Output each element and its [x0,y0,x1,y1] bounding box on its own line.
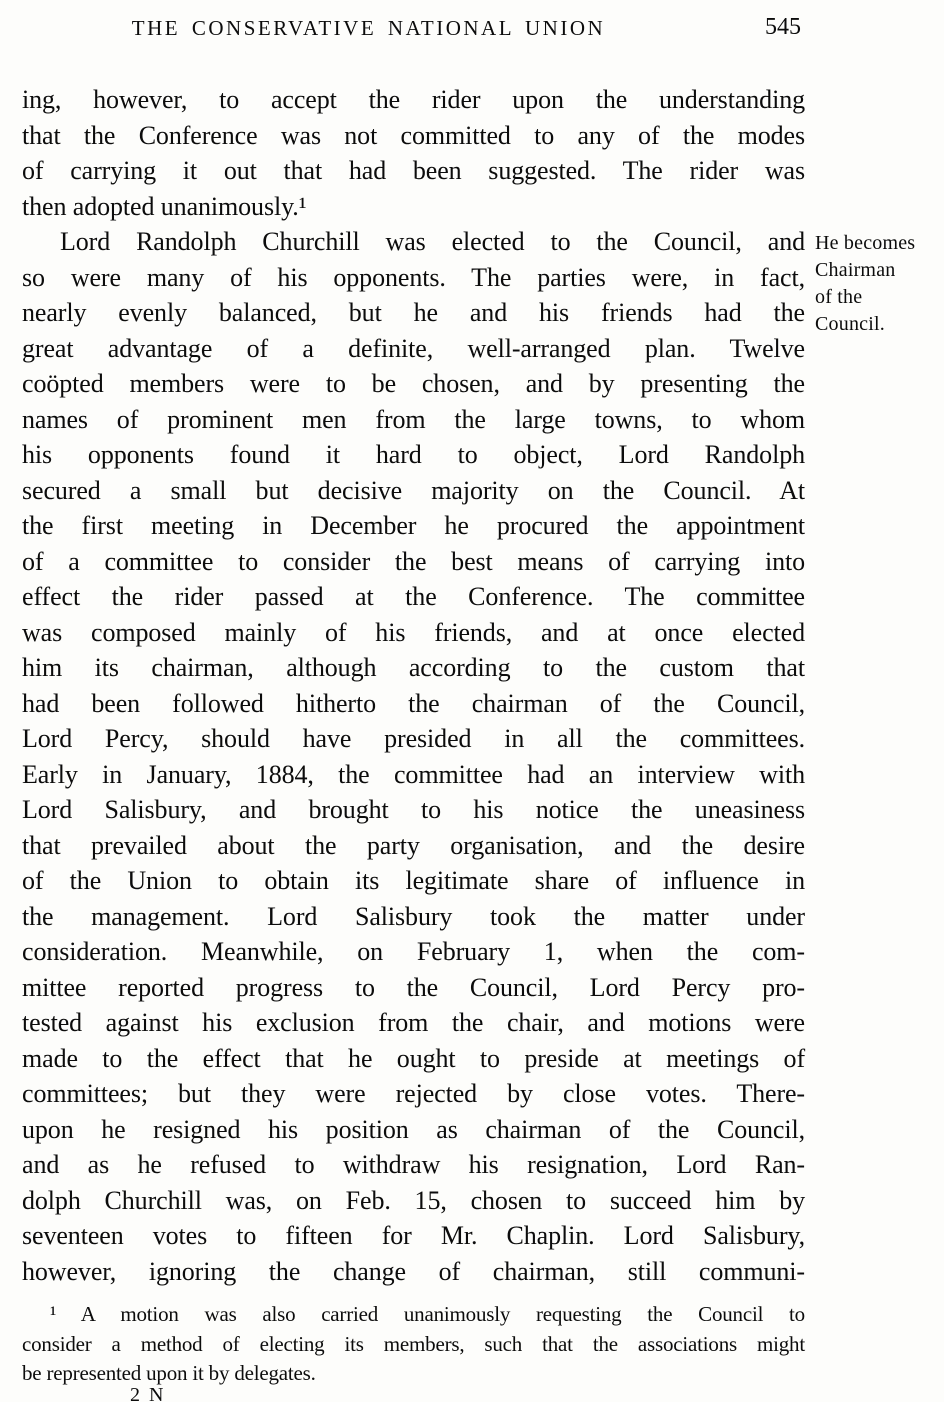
text-line: nearly evenly balanced, but he and his friends had the [22,298,805,327]
text-line: of the Union to obtain its legitimate share of influence in [22,866,805,895]
text-line: the first meeting in December he procured the appointment [22,511,805,540]
margin-note-line: of the [815,286,863,308]
text-line: seventeen votes to fifteen for Mr. Chaplin. Lord Salisbury, [22,1221,805,1250]
running-title: THE CONSERVATIVE NATIONAL UNION [131,16,606,40]
text-line: names of prominent men from the large towns, to whom [22,404,805,434]
text-line: made to the effect that he ought to preside at meetings of [22,1043,805,1073]
paragraph [22,224,805,1289]
text-line: that the Conference was not committed to any of the modes [22,120,805,150]
text-line: coöpted members were to be chosen, and by presenting the [22,369,805,398]
text-block [22,82,805,1289]
margin-note-line: Chairman [815,259,896,281]
text-line: committees; but they were rejected by close votes. There- [22,1079,805,1108]
text-line: of carrying it out that had been suggested. The rider was [22,156,805,185]
text-line: dolph Churchill was, on Feb. 15, chosen to succeed him by [22,1185,805,1215]
text-line: Lord Salisbury, and brought to his notice the uneasiness [22,795,805,824]
footnote [22,1300,805,1389]
text-line: his opponents found it hard to object, Lord Randolph [22,440,805,469]
text-line: great advantage of a definite, well-arranged plan. Twelve [22,333,805,363]
text-line: tested against his exclusion from the chair, and motions were [22,1008,805,1037]
text-line: him its chairman, although according to the custom that [22,653,805,682]
signature-mark: 2 N [130,1384,166,1402]
text-line: so were many of his opponents. The parties were, in fact, [22,262,805,292]
footnote-line: ¹ A motion was also carried unanimously requesting the Council to [50,1302,805,1326]
page-number: 545 [765,14,801,40]
text-line: effect the rider passed at the Conference. The committee [22,582,805,611]
text-line: that prevailed about the party organisation, and the desire [22,830,805,860]
text-line: the management. Lord Salisbury took the matter under [22,901,805,931]
text-line: however, ignoring the change of chairman, still communi- [22,1256,805,1286]
text-line: had been followed hitherto the chairman of the Council, [22,688,805,718]
text-line: then adopted unanimously.¹ [22,191,307,221]
paragraph [22,82,805,224]
footnote-line: consider a method of electing its members, such that the associations might [22,1331,805,1356]
text-line: was composed mainly of his friends, and at once elected [22,617,805,647]
footnote-line: be represented upon it by delegates. [22,1361,316,1385]
margin-note-line: He becomes [815,232,916,254]
text-line: of a committee to consider the best means of carrying into [22,546,805,576]
text-line: Lord Randolph Churchill was elected to the Council, and [60,227,805,256]
text-line: secured a small but decisive majority on the Council. At [22,475,805,505]
page-header [22,16,805,50]
text-line: Early in January, 1884, the committee had an interview with [22,759,805,789]
margin-note-line: Council. [815,313,885,335]
margin-note [815,230,941,338]
text-line: ing, however, to accept the rider upon the understanding [22,85,805,114]
text-line: mittee reported progress to the Council, Lord Percy pro- [22,972,805,1002]
text-line: upon he resigned his position as chairman of the Council, [22,1114,805,1144]
text-line: Lord Percy, should have presided in all the committees. [22,724,805,753]
text-line: and as he refused to withdraw his resignation, Lord Ran- [22,1150,805,1179]
text-line: consideration. Meanwhile, on February 1, when the com- [22,937,805,966]
